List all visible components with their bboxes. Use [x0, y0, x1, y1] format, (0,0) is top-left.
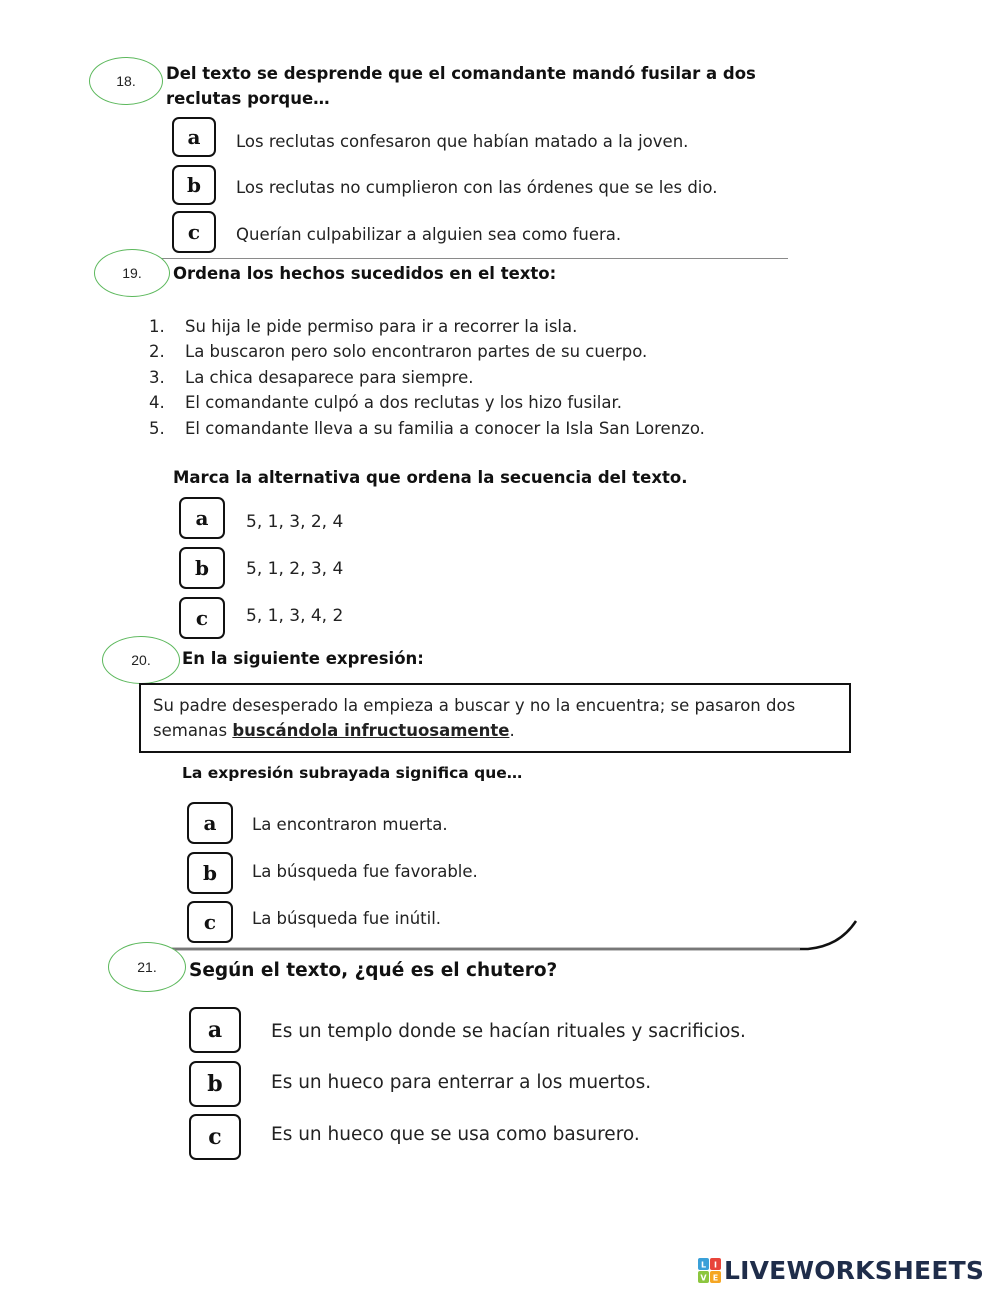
- q18-option-b-box[interactable]: b: [172, 165, 216, 205]
- q21-option-b-box[interactable]: b: [189, 1061, 241, 1107]
- divider-20-21: [160, 915, 860, 955]
- q19-option-a-text: 5, 1, 3, 2, 4: [246, 512, 344, 532]
- q20-option-c-box[interactable]: c: [187, 901, 233, 943]
- question-number-20: 20.: [102, 636, 180, 684]
- event-list-item: [149, 419, 705, 438]
- q20-option-b-text: La búsqueda fue favorable.: [252, 862, 478, 881]
- question-18-prompt-line1: Del texto se desprende que el comandante mandó fusilar a dos: [166, 64, 756, 83]
- q18-option-b-text: Los reclutas no cumplieron con las órdenes que se les dio.: [236, 178, 718, 197]
- question-number-19: 19.: [94, 249, 170, 297]
- event-list-item: [149, 317, 577, 336]
- question-18-prompt-line2: reclutas porque…: [166, 89, 330, 108]
- question-20-prompt: En la siguiente expresión:: [182, 649, 424, 668]
- event-list-item: [149, 368, 473, 387]
- svg-text:E: E: [712, 1273, 719, 1282]
- event-text: La chica desaparece para siempre.: [185, 368, 474, 387]
- question-19-prompt: Ordena los hechos sucedidos en el texto:: [173, 264, 557, 283]
- q19-option-c-box[interactable]: c: [179, 597, 225, 639]
- question-number-18: 18.: [89, 57, 163, 105]
- q18-option-a-text: Los reclutas confesaron que habían matado a la joven.: [236, 132, 689, 151]
- event-number: 2.: [149, 342, 165, 361]
- quote-underlined-expression: buscándola infructuosamente: [232, 721, 510, 740]
- q20-option-a-text: La encontraron muerta.: [252, 815, 448, 834]
- liveworksheets-logo-icon: [698, 1258, 722, 1284]
- q20-option-b-box[interactable]: b: [187, 852, 233, 894]
- q18-option-c-text: Querían culpabilizar a alguien sea como fuera.: [236, 225, 622, 244]
- event-number: 3.: [149, 368, 165, 387]
- liveworksheets-logo[interactable]: [698, 1256, 984, 1285]
- event-text: El comandante lleva a su familia a conocer la Isla San Lorenzo.: [185, 419, 705, 438]
- q19-option-a-box[interactable]: a: [179, 497, 225, 539]
- svg-text:I: I: [714, 1260, 717, 1269]
- liveworksheets-logo-text: LIVEWORKSHEETS: [724, 1256, 985, 1285]
- q21-option-c-text: Es un hueco que se usa como basurero.: [271, 1124, 640, 1145]
- svg-text:L: L: [700, 1260, 707, 1269]
- event-list-item: [149, 342, 647, 361]
- q18-option-c-box[interactable]: c: [172, 211, 216, 253]
- question-21-prompt: Según el texto, ¿qué es el chutero?: [189, 960, 558, 981]
- q20-option-c-text: La búsqueda fue inútil.: [252, 909, 442, 928]
- event-number: 4.: [149, 393, 165, 412]
- question-19-instruction: Marca la alternativa que ordena la secuencia del texto.: [173, 468, 688, 487]
- q20-option-a-box[interactable]: a: [187, 802, 233, 844]
- event-text: Su hija le pide permiso para ir a recorrer la isla.: [185, 317, 578, 336]
- q21-option-a-box[interactable]: a: [189, 1007, 241, 1053]
- divider-18-19: [152, 258, 788, 259]
- event-text: La buscaron pero solo encontraron partes de su cuerpo.: [185, 342, 648, 361]
- quote-box: [139, 683, 851, 753]
- q19-option-b-box[interactable]: b: [179, 547, 225, 589]
- q21-option-b-text: Es un hueco para enterrar a los muertos.: [271, 1072, 652, 1093]
- q18-option-a-box[interactable]: a: [172, 117, 216, 157]
- question-20-question: La expresión subrayada significa que…: [182, 764, 523, 782]
- event-list-item: [149, 393, 622, 412]
- quote-end: .: [509, 721, 515, 740]
- svg-text:V: V: [700, 1273, 707, 1282]
- q19-option-c-text: 5, 1, 3, 4, 2: [246, 606, 344, 626]
- event-number: 1.: [149, 317, 165, 336]
- question-number-21: 21.: [108, 942, 186, 992]
- event-number: 5.: [149, 419, 165, 438]
- q19-option-b-text: 5, 1, 2, 3, 4: [246, 559, 344, 579]
- quote-text: Su padre desesperado la empieza a buscar y no la encuentra; se pasaron dos semanas: [153, 696, 796, 740]
- q21-option-c-box[interactable]: c: [189, 1114, 241, 1160]
- question-18-prompt: [166, 61, 756, 111]
- event-text: El comandante culpó a dos reclutas y los hizo fusilar.: [185, 393, 623, 412]
- q21-option-a-text: Es un templo donde se hacían rituales y sacrificios.: [271, 1021, 746, 1042]
